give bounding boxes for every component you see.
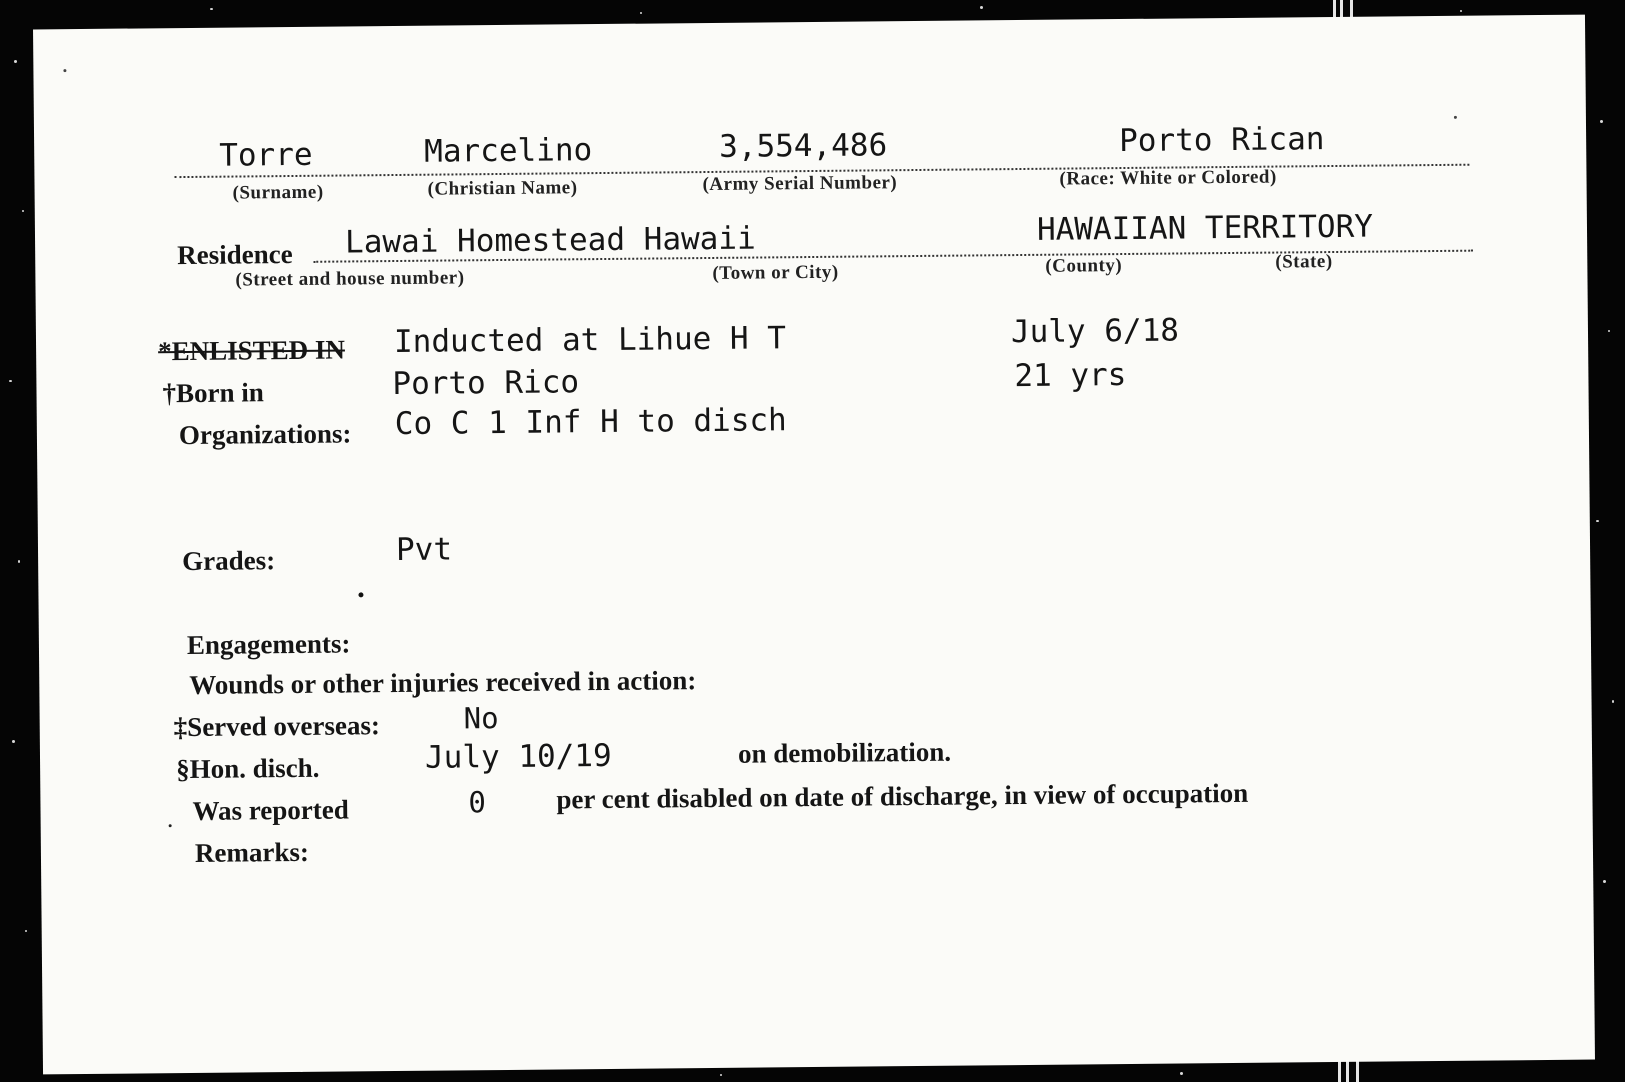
residence-value: Lawai Homestead Hawaii (344, 220, 756, 261)
state-caption: (State) (1275, 251, 1333, 273)
honorable-discharge-label: §Hon. disch. (175, 752, 320, 785)
ink-speck (63, 69, 66, 72)
served-overseas-label: ‡Served overseas: (173, 710, 381, 743)
service-record-card (33, 15, 1595, 1075)
county-state-value: HAWAIIAN TERRITORY (1036, 208, 1374, 248)
race-caption: (Race: White or Colored) (1059, 166, 1277, 190)
honorable-discharge-date: July 10/19 (424, 737, 612, 776)
ink-speck (1454, 116, 1457, 119)
residence-label: Residence (177, 238, 293, 271)
ink-speck (358, 592, 363, 597)
age-value: 21 yrs (1014, 356, 1127, 395)
grades-label: Grades: (181, 545, 276, 577)
served-overseas-value: No (463, 701, 499, 736)
street-caption: (Street and house number) (235, 267, 465, 291)
serial-number-value: 3,554,486 (719, 127, 888, 165)
organizations-label: Organizations: (178, 418, 352, 451)
ink-speck (169, 824, 172, 827)
demobilization-text: on demobilization. (737, 736, 952, 769)
serial-number-caption: (Army Serial Number) (702, 172, 898, 196)
christian-name-value: Marcelino (424, 132, 593, 170)
christian-name-caption: (Christian Name) (427, 177, 578, 200)
enlisted-date: July 6/18 (1010, 312, 1180, 351)
county-caption: (County) (1045, 255, 1123, 277)
surname-caption: (Surname) (232, 181, 324, 204)
race-value: Porto Rican (1118, 121, 1325, 160)
enlisted-value: Inducted at Lihue H T (393, 320, 787, 361)
enlisted-label: *ENLISTED IN (157, 334, 346, 367)
reported-value: 0 (468, 785, 487, 820)
grades-value: Pvt (395, 531, 453, 569)
engagements-label: Engagements: (186, 628, 351, 661)
born-label: †Born in (162, 377, 264, 409)
reported-label: Was reported (192, 794, 349, 826)
organizations-value: Co C 1 Inf H to disch (394, 402, 787, 443)
remarks-label: Remarks: (194, 836, 310, 868)
born-value: Porto Rico (392, 364, 580, 403)
disabled-text: per cent disabled on date of discharge, in view of occupation (556, 777, 1249, 815)
town-caption: (Town or City) (712, 261, 839, 284)
surname-value: Torre (219, 136, 313, 174)
wounds-label: Wounds or other injuries received in action: (189, 665, 697, 701)
